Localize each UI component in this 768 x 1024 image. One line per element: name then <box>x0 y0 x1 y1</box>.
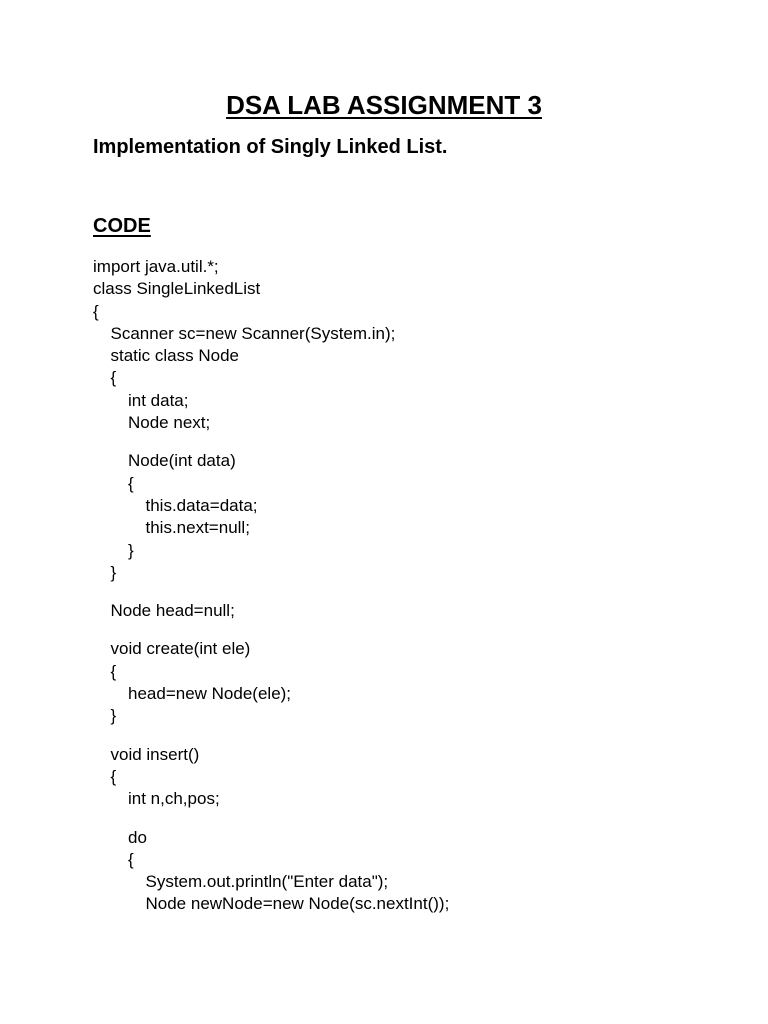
code-line: void insert() <box>110 744 200 764</box>
code-line: do <box>128 827 147 847</box>
code-section-heading: CODE <box>93 215 151 237</box>
code-line: head=new Node(ele); <box>128 684 292 704</box>
code-line: import java.util.*; <box>93 257 219 276</box>
code-line: this.next=null; <box>145 518 250 538</box>
code-blank-gap <box>93 728 449 744</box>
document-title: DSA LAB ASSIGNMENT 3 <box>226 90 542 120</box>
code-line: } <box>110 706 117 726</box>
code-line: int n,ch,pos; <box>128 789 220 809</box>
code-line: } <box>110 562 117 582</box>
code-line: { <box>128 849 134 869</box>
code-line: { <box>110 766 117 786</box>
code-line: Node(int data) <box>128 451 236 471</box>
code-blank-gap <box>93 434 449 450</box>
code-blank-gap <box>93 811 449 827</box>
code-line: { <box>110 661 117 681</box>
code-line: int data; <box>128 390 189 410</box>
code-line: Node next; <box>128 413 211 433</box>
document-subtitle: Implementation of Singly Linked List. <box>93 136 448 158</box>
code-line: { <box>128 473 134 493</box>
code-blank-gap <box>93 622 449 638</box>
code-line: void create(int ele) <box>110 639 251 659</box>
code-line: } <box>128 540 134 560</box>
code-line: System.out.println("Enter data"); <box>145 872 389 892</box>
code-block <box>93 256 449 916</box>
code-line: static class Node <box>110 346 239 366</box>
code-line: this.data=data; <box>145 495 258 515</box>
code-line: { <box>110 368 117 388</box>
code-line: { <box>93 301 99 321</box>
code-line: Node newNode=new Node(sc.nextInt()); <box>145 894 450 914</box>
code-line: Scanner sc=new Scanner(System.in); <box>110 323 396 343</box>
code-blank-gap <box>93 584 449 600</box>
code-line: class SingleLinkedList <box>93 279 261 299</box>
code-line: Node head=null; <box>110 601 235 621</box>
